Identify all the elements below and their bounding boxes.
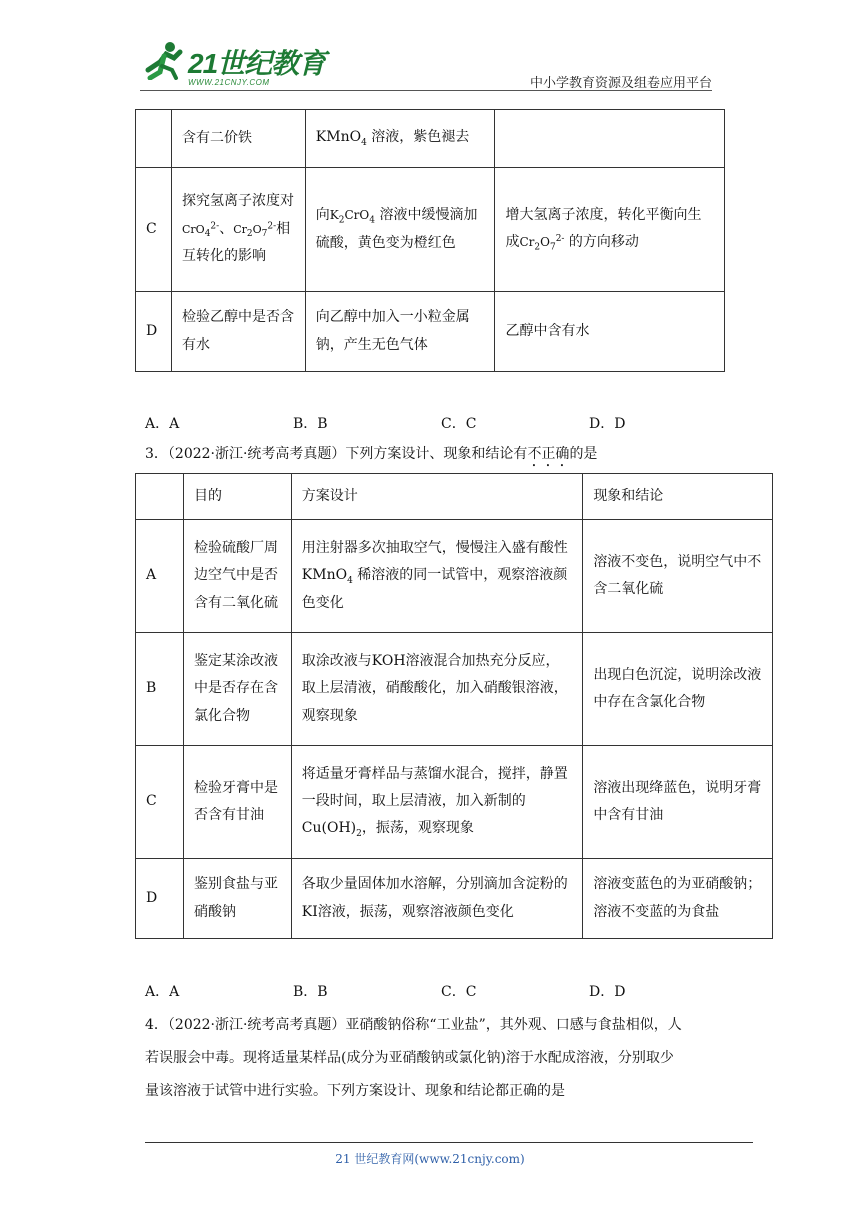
option-c[interactable]: C．C: [441, 984, 477, 1000]
result-cell: 溶液变蓝色的为亚硝酸钠；溶液不变蓝的为食盐: [583, 859, 773, 939]
logo-text: 21世纪教育: [188, 48, 326, 79]
table-row: [136, 292, 725, 372]
option-d[interactable]: D．D: [589, 416, 626, 432]
header-cell: [136, 474, 184, 520]
row-label: D: [136, 292, 172, 372]
design-cell: 取涂改液与KOH溶液混合加热充分反应，取上层清液，硝酸酸化，加入硝酸银溶液，观察现象: [291, 633, 583, 746]
question3-stem: 3．（2022·浙江·统考高考真题）下列方案设计、现象和结论有不正确的是: [145, 446, 598, 462]
page-header: [140, 40, 712, 91]
table-row: [136, 746, 773, 859]
purpose-cell: 检验硫酸厂周边空气中是否含有二氧化硫: [183, 520, 291, 633]
table-row: [136, 168, 725, 292]
table-row: [136, 110, 725, 168]
platform-name: 中小学教育资源及组卷应用平台: [529, 76, 712, 91]
header-cell: 目的: [183, 474, 291, 520]
design-cell: 向乙醇中加入一小粒金属钠，产生无色气体: [305, 292, 495, 372]
question2-options: [145, 413, 745, 433]
purpose-cell: 含有二价铁: [171, 110, 305, 168]
row-label: D: [136, 859, 184, 939]
purpose-cell: 探究氢离子浓度对CrO$_4^{2-}$、$Cr_2O_7^{2-}$相互转化的影响: [171, 168, 305, 292]
option-a[interactable]: A．A: [145, 984, 180, 1000]
design-cell: 向$K_2CrO_4$ 溶液中缓慢滴加硫酸，黄色变为橙红色: [305, 168, 495, 292]
design-cell: 将适量牙膏样品与蒸馏水混合，搅拌，静置一段时间，取上层清液，加入新制的 $Cu(OH)_2$，振荡，观察现象: [291, 746, 583, 859]
result-cell: 溶液出现绛蓝色，说明牙膏中含有甘油: [583, 746, 773, 859]
question3-table: [135, 473, 773, 939]
footer-link[interactable]: 21 世纪教育网(www.21cnjy.com): [335, 1152, 525, 1166]
purpose-cell: 鉴别食盐与亚硝酸钠: [183, 859, 291, 939]
option-b[interactable]: B．B: [293, 416, 328, 432]
row-label: C: [136, 746, 184, 859]
row-label: B: [136, 633, 184, 746]
row-label: A: [136, 520, 184, 633]
purpose-cell: 检验牙膏中是否含有甘油: [183, 746, 291, 859]
option-d[interactable]: D．D: [589, 984, 626, 1000]
result-cell: 乙醇中含有水: [495, 292, 725, 372]
question4-stem: 4．（2022·浙江·统考高考真题）亚硝酸钠俗称“工业盐”，其外观、口感与食盐相似，人 若误服会中毒。现将适量某样品(成分为亚硝酸钠或氯化钠)溶于水配成溶液，分别取少 量该溶液于试管中进行实验。下列方案设计、现象和结论都正确的是: [145, 1017, 682, 1099]
purpose-cell: 检验乙醇中是否含有水: [171, 292, 305, 372]
runner-logo-icon: [140, 40, 188, 80]
header-cell: 方案设计: [291, 474, 583, 520]
option-b[interactable]: B．B: [293, 984, 328, 1000]
row-label: C: [136, 168, 172, 292]
row-label: [136, 110, 172, 168]
question2-table: [135, 109, 725, 372]
design-cell: KMnO$_4$ 溶液，紫色褪去: [305, 110, 495, 168]
option-c[interactable]: C．C: [441, 416, 477, 432]
logo: [140, 40, 360, 86]
table-row: [136, 633, 773, 746]
design-cell: 各取少量固体加水溶解，分别滴加含淀粉的KI溶液，振荡，观察溶液颜色变化: [291, 859, 583, 939]
result-cell: 溶液不变色，说明空气中不含二氧化硫: [583, 520, 773, 633]
option-a[interactable]: A．A: [145, 416, 180, 432]
design-cell: 用注射器多次抽取空气，慢慢注入盛有酸性 KMnO$_4$ 稀溶液的同一试管中，观察溶液颜色变化: [291, 520, 583, 633]
result-cell: [495, 110, 725, 168]
result-cell: 出现白色沉淀，说明涂改液中存在含氯化合物: [583, 633, 773, 746]
table-row: [136, 520, 773, 633]
table-row: [136, 859, 773, 939]
emphasis-text: 不正确: [527, 446, 570, 462]
purpose-cell: 鉴定某涂改液中是否存在含氯化合物: [183, 633, 291, 746]
logo-url: WWW.21CNJY.COM: [188, 78, 270, 87]
footer-divider: [145, 1142, 753, 1143]
header-divider: [140, 90, 712, 91]
question3-options: [145, 981, 745, 1001]
table-header-row: [136, 474, 773, 520]
header-cell: 现象和结论: [583, 474, 773, 520]
result-cell: 增大氢离子浓度，转化平衡向生成$Cr_2O_7^{2-}$ 的方向移动: [495, 168, 725, 292]
